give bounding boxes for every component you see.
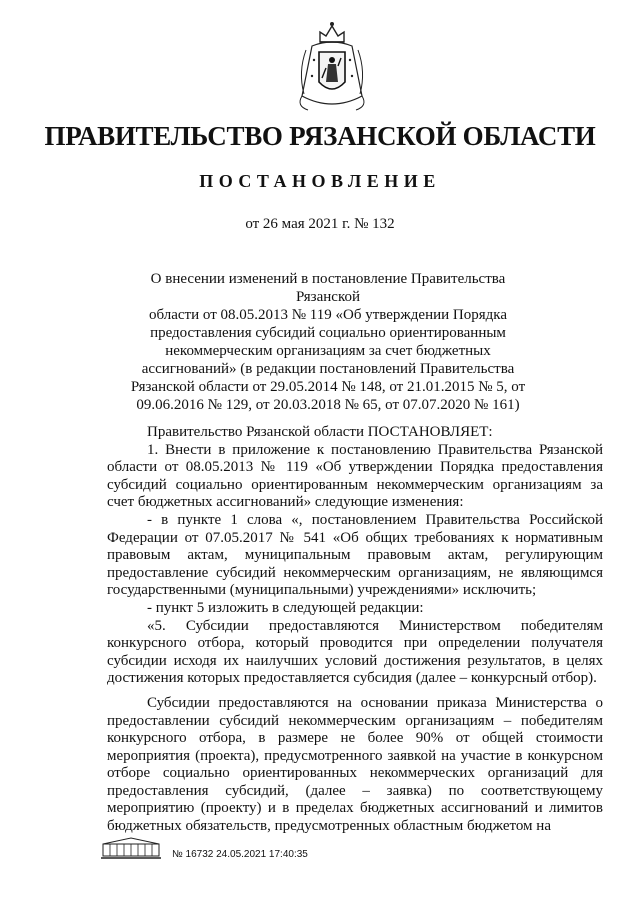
body-paragraph: - в пункте 1 слова «, постановлением Правительства Российской Федерации от 07.05.2017 № 541 «Об общих требованиях к нормативным правовым актам, муниципальным правовым актам, регулирующим предоставление субсидий некоммерческим организациям, не являющимся государственными (муниципальными) учреждениями» исключить; bbox=[107, 511, 603, 599]
document-type-heading: ПОСТАНОВЛЕНИЕ bbox=[199, 171, 441, 191]
document-body bbox=[107, 424, 603, 836]
body-paragraph: «5. Субсидии предоставляются Министерством победителям конкурсного отбора, который проводится при определении получателя субсидии исходя их наилучших условий достижения результатов, в целях достижения которых предоставляется субсидия (далее – конкурсный отбор). bbox=[107, 617, 603, 687]
subject-line: О внесении изменений в постановление Правительства Рязанской bbox=[150, 271, 506, 305]
registration-number bbox=[172, 849, 308, 860]
subject-line: ассигнований» (в редакции постановлений Правительства bbox=[141, 361, 515, 377]
number-sign-icon: № bbox=[172, 849, 183, 860]
subject-line: Рязанской области от 29.05.2014 № 148, от 21.01.2015 № 5, от bbox=[130, 379, 526, 395]
subject-line: предоставления субсидий социально ориентированным bbox=[150, 325, 506, 341]
body-paragraph: 1. Внести в приложение к постановлению Правительства Рязанской области от 08.05.2013 № 119 «Об утверждении Порядка предоставления субсидий социально ориентированным некоммерческим организациям за счет бюджетных ассигнований» следующие изменения: bbox=[107, 441, 603, 511]
subject-line: некоммерческим организациям за счет бюджетных bbox=[165, 343, 491, 359]
registration-text: 16732 24.05.2021 17:40:35 bbox=[185, 849, 308, 860]
registration-stamp-icon bbox=[100, 836, 162, 860]
subject-line: 09.06.2016 № 129, от 20.03.2018 № 65, от 07.07.2020 № 161) bbox=[136, 397, 520, 413]
coat-of-arms-icon bbox=[290, 20, 374, 114]
body-paragraph: - пункт 5 изложить в следующей редакции: bbox=[147, 599, 424, 616]
body-paragraph: Правительство Рязанской области ПОСТАНОВЛЯЕТ: bbox=[147, 424, 493, 440]
document-date-number: от 26 мая 2021 г. № 132 bbox=[245, 216, 395, 232]
government-title: ПРАВИТЕЛЬСТВО РЯЗАНСКОЙ ОБЛАСТИ bbox=[44, 121, 596, 151]
body-paragraph: Субсидии предоставляются на основании приказа Министерства о предоставлении субсидий некоммерческим организациям – победителям конкурсного отбора, в размере не более 90% от общей стоимости мероприятия (проекта), предусмотренного заявкой на участие в конкурсном отборе социально ориентированных некоммерческих организаций для предоставления субсидий, (далее – заявка) по соответствующему мероприятию (проекту) и в пределах бюджетных ассигнований и лимитов бюджетных обязательств, предусмотренных областным бюджетом на bbox=[107, 694, 603, 835]
document-subject bbox=[118, 270, 538, 414]
subject-line: области от 08.05.2013 № 119 «Об утверждении Порядка bbox=[149, 307, 507, 323]
